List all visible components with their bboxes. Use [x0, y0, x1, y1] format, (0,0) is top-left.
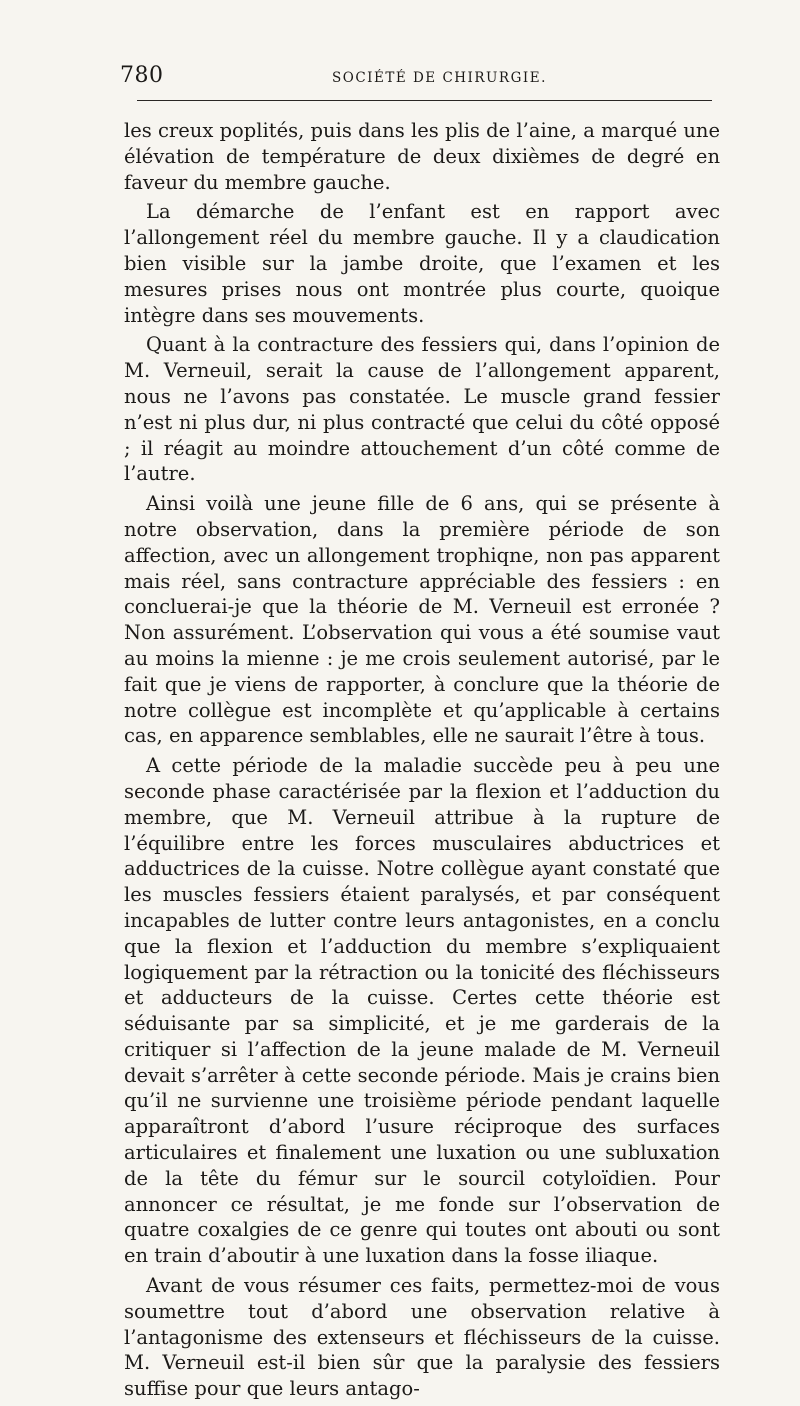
body-text — [124, 118, 720, 1406]
running-head — [120, 63, 712, 93]
paragraph-2: La démarche de l’enfant est en rapport avec l’allongement réel du membre gauche. Il y a claudication bien visible sur la jambe droite, que l’examen et les mesures prises nous ont montrée plus courte, quoique intègre dans ses mouvements. — [124, 200, 720, 327]
paragraph-5: A cette période de la maladie succède peu à peu une seconde phase caractérisée par la flexion et l’adduction du membre, que M. Verneuil attribue à la rupture de l’équilibre entre les forces musculaires abductrices et adductrices de la cuisse. Notre collègue ayant constaté que les muscles fessiers étaient paralysés, et par conséquent incapables de lutter contre leurs antagonistes, en a conclu que la flexion et l’adduction du membre s’expliquaient logiquement par la rétraction ou la tonicité des fléchisseurs et adducteurs de la cuisse. Certes cette théorie est séduisante par sa simplicité, et je me garderais de la critiquer si l’affection de la jeune malade de M. Verneuil devait s’arrêter à cette seconde période. Mais je crains bien qu’il ne survienne une troisième période pendant laquelle apparaîtront d’abord l’usure réciproque des surfaces articulaires et finalement une luxation ou une subluxation de la tête du fémur sur le sourcil cotyloïdien. Pour annoncer ce résultat, je me fonde sur l’observation de quatre coxalgies de ce genre qui toutes ont abouti ou sont en train d’aboutir à une luxation dans la fosse iliaque. — [124, 754, 720, 1268]
paragraph-6: Avant de vous résumer ces faits, permettez-moi de vous soumettre tout d’abord une observation relative à l’antagonisme des extenseurs et fléchisseurs de la cuisse. M. Verneuil est-il bien sûr que la paralysie des fessiers suffise pour que leurs antago- — [124, 1274, 720, 1401]
paragraph-3: Quant à la contracture des fessiers qui, dans l’opinion de M. Verneuil, serait la cause de l’allongement apparent, nous ne l’avons pas constatée. Le muscle grand fessier n’est ni plus dur, ni plus contracté que celui du côté opposé ; il réagit au moindre attouchement d’un côté comme de l’autre. — [124, 333, 720, 486]
paragraph-4: Ainsi voilà une jeune fille de 6 ans, qui se présente à notre observation, dans la première période de son affection, avec un allongement trophiqne, non pas apparent mais réel, sans contracture appréciable des fessiers : en concluerai-je que la théorie de M. Verneuil est erronée ? Non assurément. L’observation qui vous a été soumise vaut au moins la mienne : je me crois seulement autorisé, par le fait que je viens de rapporter, à conclure que la théorie de notre collègue est incomplète et qu’applicable à certains cas, en apparence semblables, elle ne saurait l’être à tous. — [124, 492, 720, 748]
page-number: 780 — [120, 63, 164, 88]
running-title: SOCIÉTÉ DE CHIRURGIE. — [332, 70, 547, 86]
paragraph-1: les creux poplités, puis dans les plis de l’aine, a marqué une élévation de température de deux dixièmes de degré en faveur du membre gauche. — [124, 119, 720, 194]
header-rule — [137, 100, 712, 101]
